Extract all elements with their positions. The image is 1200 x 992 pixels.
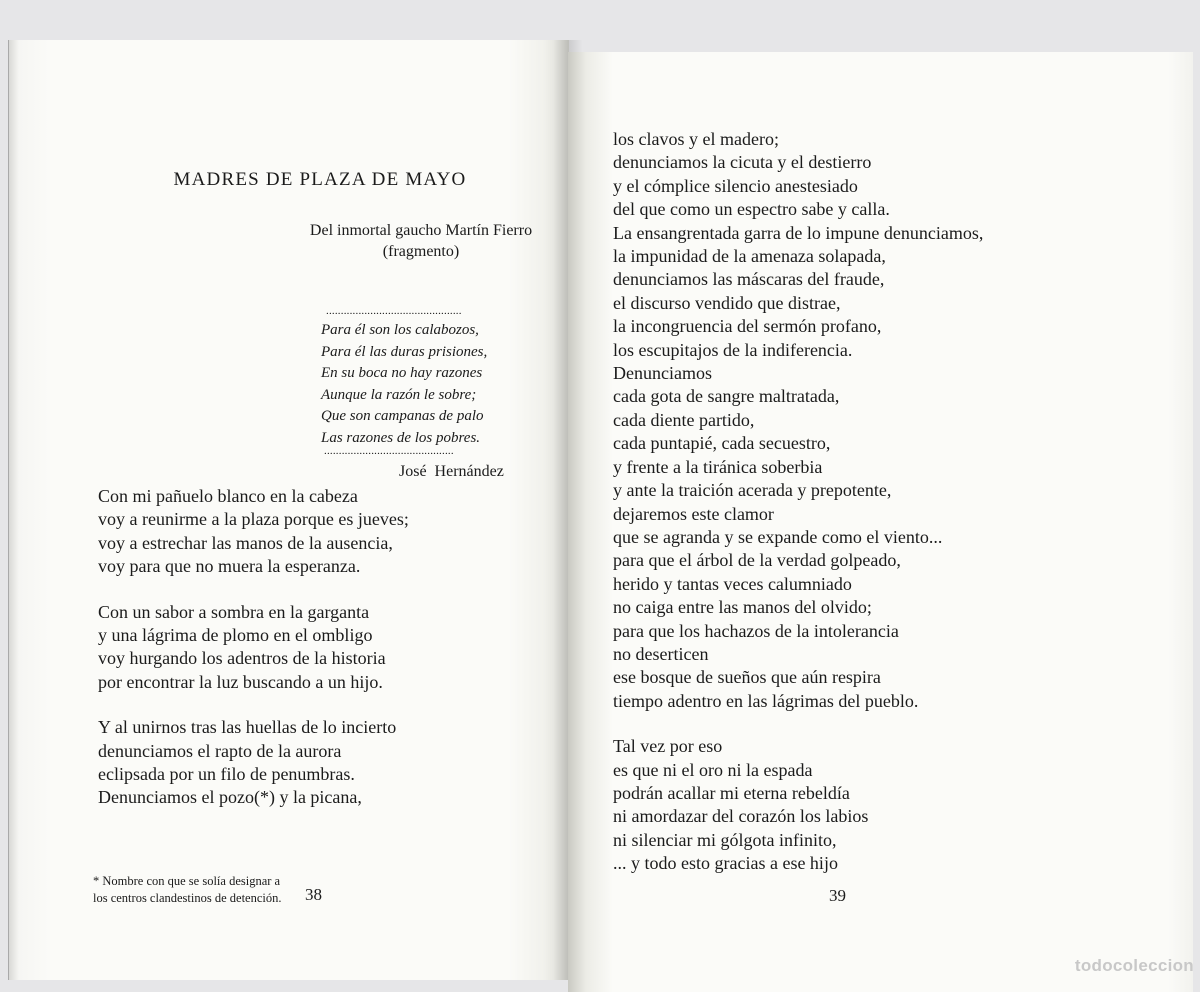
- verse-line: tiempo adentro en las lágrimas del pueblo.: [613, 690, 919, 711]
- epigraph-verse-line: Aunque la razón le sobre;: [321, 386, 477, 403]
- verse-line: que se agranda y se expande como el viento...: [613, 526, 943, 547]
- verse-line: Denunciamos: [613, 363, 712, 384]
- verse-line: La ensangrentada garra de lo impune denunciamos,: [613, 222, 984, 243]
- verse-line: denunciamos la cicuta y el destierro: [613, 152, 872, 173]
- epigraph-dots-bottom: ............................................: [324, 445, 454, 457]
- page-number-left: 38: [305, 885, 322, 904]
- verse-line: no caiga entre las manos del olvido;: [613, 597, 872, 618]
- stanza-break: [613, 713, 983, 735]
- verse-line: ese bosque de sueños que aún respira: [613, 667, 881, 688]
- verse-line: cada gota de sangre maltratada,: [613, 386, 840, 407]
- stanza: [98, 485, 409, 579]
- right-poem-text: [613, 128, 983, 876]
- verse-line: Y al unirnos tras las huellas de lo incierto: [98, 717, 397, 738]
- verse-line: voy a estrechar las manos de la ausencia,: [98, 532, 393, 553]
- stanza: [98, 601, 409, 695]
- epigraph-verse-line: En su boca no hay razones: [321, 365, 483, 381]
- verse-line: no deserticen: [613, 643, 709, 664]
- epigraph-source: [291, 220, 551, 262]
- verse-line: para que los hachazos de la intolerancia: [613, 620, 899, 641]
- verse-line: y frente a la tiránica soberbia: [613, 456, 823, 477]
- poem-title: MADRES DE PLAZA DE MAYO: [173, 169, 467, 190]
- footnote-line: los centros clandestinos de detención.: [93, 891, 282, 905]
- verse-line: es que ni el oro ni la espada: [613, 759, 813, 780]
- footnote: [93, 873, 282, 907]
- verse-line: Con mi pañuelo blanco en la cabeza: [98, 486, 358, 506]
- verse-line: voy a reunirme a la plaza porque es jueves;: [98, 509, 409, 530]
- epigraph-verse-line: Que son campanas de palo: [321, 408, 484, 424]
- verse-line: Con un sabor a sombra en la garganta: [98, 601, 370, 622]
- verse-line: los clavos y el madero;: [613, 129, 779, 149]
- verse-line: y el cómplice silencio anestesiado: [613, 175, 858, 196]
- right-page: [568, 52, 1193, 992]
- verse-line: podrán acallar mi eterna rebeldía: [613, 782, 850, 803]
- epigraph-source-note: (fragmento): [382, 243, 460, 260]
- verse-line: ni amordazar del corazón los labios: [613, 806, 869, 827]
- left-page: [8, 40, 569, 980]
- watermark: todocoleccion: [1074, 956, 1194, 975]
- verse-line: por encontrar la luz buscando a un hijo.: [98, 671, 383, 692]
- left-poem-text: [98, 485, 409, 810]
- verse-line: voy hurgando los adentros de la historia: [98, 648, 386, 669]
- stanza: [98, 716, 409, 810]
- verse-line: la impunidad de la amenaza solapada,: [613, 246, 886, 267]
- epigraph-verse-line: Para él son los calabozos,: [321, 322, 479, 338]
- verse-line: los escupitajos de la indiferencia.: [613, 339, 853, 360]
- stanza-break: [98, 694, 409, 716]
- verse-line: y una lágrima de plomo en el ombligo: [98, 625, 373, 646]
- stanza-break: [98, 579, 409, 601]
- epigraph-dots-top: ..............................................: [326, 305, 462, 317]
- verse-line: cada puntapié, cada secuestro,: [613, 433, 831, 454]
- verse-line: Tal vez por eso: [613, 736, 723, 757]
- verse-line: ni silenciar mi gólgota infinito,: [613, 829, 837, 850]
- verse-line: Denunciamos el pozo(*) y la picana,: [98, 787, 362, 808]
- verse-line: eclipsada por un filo de penumbras.: [98, 764, 355, 785]
- epigraph-source-line: Del inmortal gaucho Martín Fierro: [309, 222, 533, 239]
- epigraph-verse-line: Para él las duras prisiones,: [321, 343, 488, 360]
- verse-line: dejaremos este clamor: [613, 503, 774, 524]
- epigraph-verses: [321, 320, 521, 449]
- verse-line: para que el árbol de la verdad golpeado,: [613, 550, 901, 571]
- verse-line: el discurso vendido que distrae,: [613, 292, 841, 313]
- epigraph-author: José Hernández: [399, 463, 504, 480]
- page-number-right: 39: [829, 886, 846, 905]
- verse-line: denunciamos el rapto de la aurora: [98, 740, 342, 761]
- verse-line: ... y todo esto gracias a ese hijo: [613, 853, 838, 874]
- verse-line: voy para que no muera la esperanza.: [98, 556, 361, 577]
- verse-line: denunciamos las máscaras del fraude,: [613, 269, 885, 290]
- verse-line: y ante la traición acerada y prepotente,: [613, 480, 892, 501]
- verse-line: la incongruencia del sermón profano,: [613, 316, 882, 337]
- verse-line: del que como un espectro sabe y calla.: [613, 199, 890, 220]
- footnote-line: * Nombre con que se solía designar a: [93, 874, 281, 888]
- stanza: [613, 735, 983, 875]
- verse-line: herido y tantas veces calumniado: [613, 573, 852, 594]
- epigraph-verse-line: Las razones de los pobres.: [321, 429, 481, 446]
- open-book: [8, 40, 1193, 980]
- stanza: [613, 128, 983, 713]
- verse-line: cada diente partido,: [613, 409, 755, 430]
